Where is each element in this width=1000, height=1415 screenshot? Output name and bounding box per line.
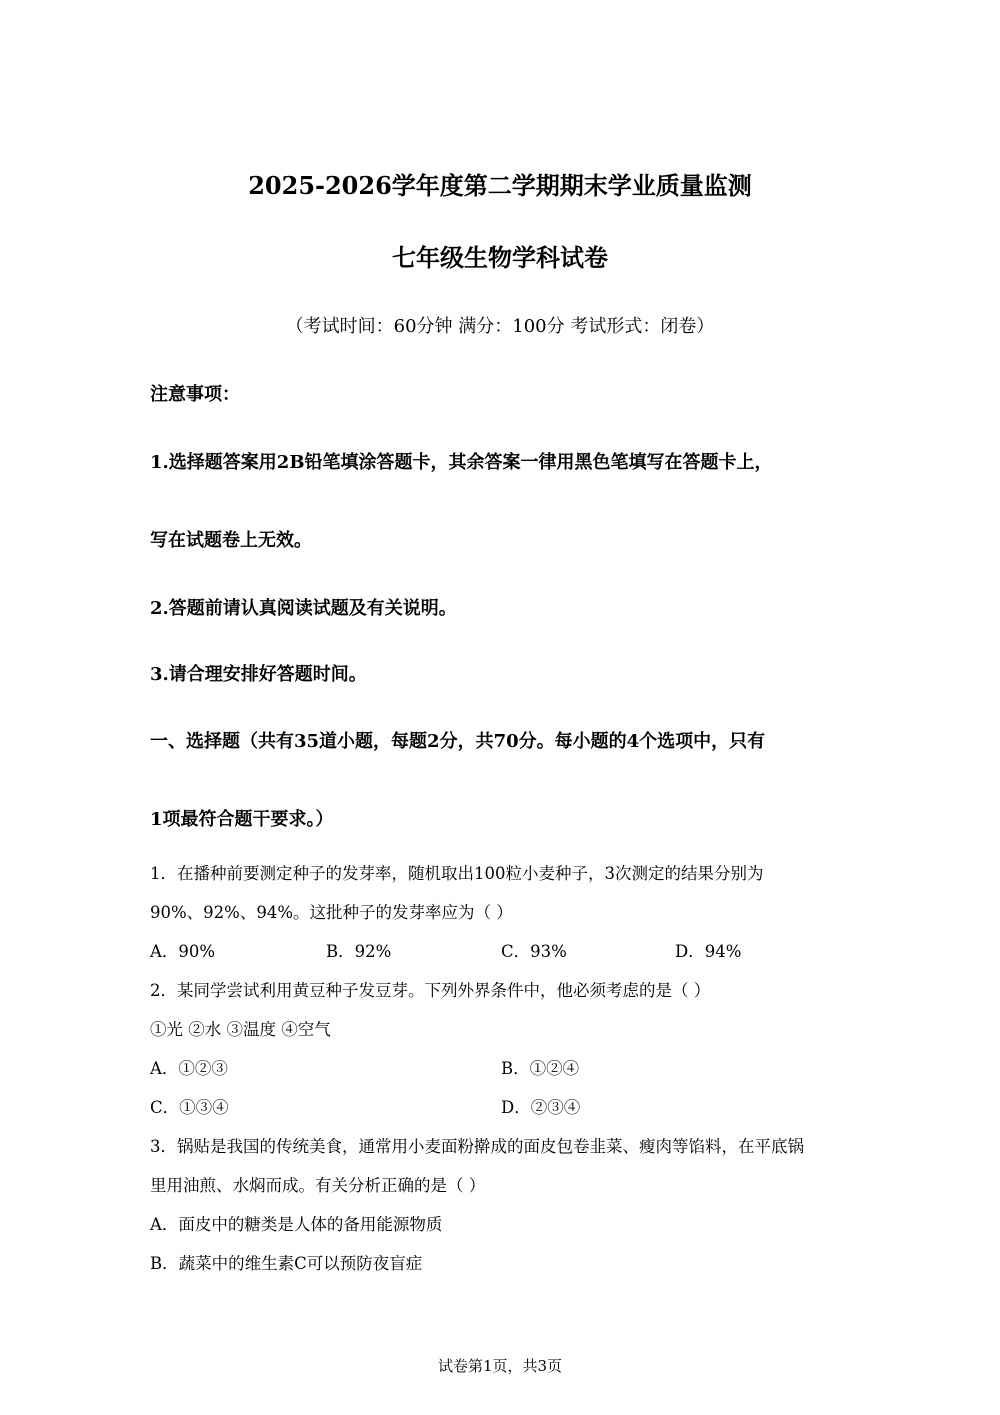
- notice-heading: 注意事项：: [150, 384, 240, 405]
- question-2-option-b: B．①②④: [501, 1059, 580, 1078]
- notice-item-1-cont: 写在试题卷上无效。: [150, 530, 312, 551]
- question-2-stem: 2．某同学尝试利用黄豆种子发豆芽。下列外界条件中，他必须考虑的是（ ）: [150, 981, 711, 1000]
- exam-title: 2025-2026学年度第二学期期末学业质量监测: [248, 171, 752, 200]
- section-heading: 一、选择题（共有35道小题，每题2分，共70分。每小题的4个选项中，只有: [150, 731, 766, 752]
- question-3-option-b: B．蔬菜中的维生素C可以预防夜盲症: [150, 1254, 423, 1273]
- question-1-option-b: B．92%: [326, 942, 392, 961]
- subject-title: 七年级生物学科试卷: [392, 243, 608, 272]
- page-footer: 试卷第1页，共3页: [437, 1357, 563, 1375]
- exam-info: （考试时间：60分钟 满分：100分 考试形式：闭卷）: [285, 316, 715, 337]
- question-3-stem-cont: 里用油煎、水焖而成。有关分析正确的是（ ）: [150, 1176, 486, 1195]
- question-1-option-a: A．90%: [150, 942, 216, 961]
- section-heading-cont: 1项最符合题干要求。）: [150, 809, 334, 830]
- question-3-option-a: A．面皮中的糖类是人体的备用能源物质: [150, 1215, 443, 1234]
- notice-item-3: 3.请合理安排好答题时间。: [150, 664, 367, 685]
- question-1-option-c: C．93%: [501, 942, 567, 961]
- question-2-option-c: C．①③④: [150, 1098, 229, 1117]
- question-3-stem: 3．锅贴是我国的传统美食，通常用小麦面粉擀成的面皮包卷韭菜、瘦肉等馅料，在平底锅: [150, 1137, 804, 1156]
- question-1-stem: 1．在播种前要测定种子的发芽率，随机取出100粒小麦种子，3次测定的结果分别为: [150, 864, 764, 883]
- question-2-option-a: A．①②③: [150, 1059, 228, 1078]
- notice-item-1: 1.选择题答案用2B铅笔填涂答题卡，其余答案一律用黑色笔填写在答题卡上，: [150, 452, 773, 473]
- question-2-option-d: D．②③④: [501, 1098, 581, 1117]
- question-1-option-d: D．94%: [675, 942, 742, 961]
- question-2-stem-cont: ①光 ②水 ③温度 ④空气: [150, 1020, 331, 1039]
- notice-item-2: 2.答题前请认真阅读试题及有关说明。: [150, 598, 457, 619]
- question-1-stem-cont: 90%、92%、94%。这批种子的发芽率应为（ ）: [150, 903, 513, 922]
